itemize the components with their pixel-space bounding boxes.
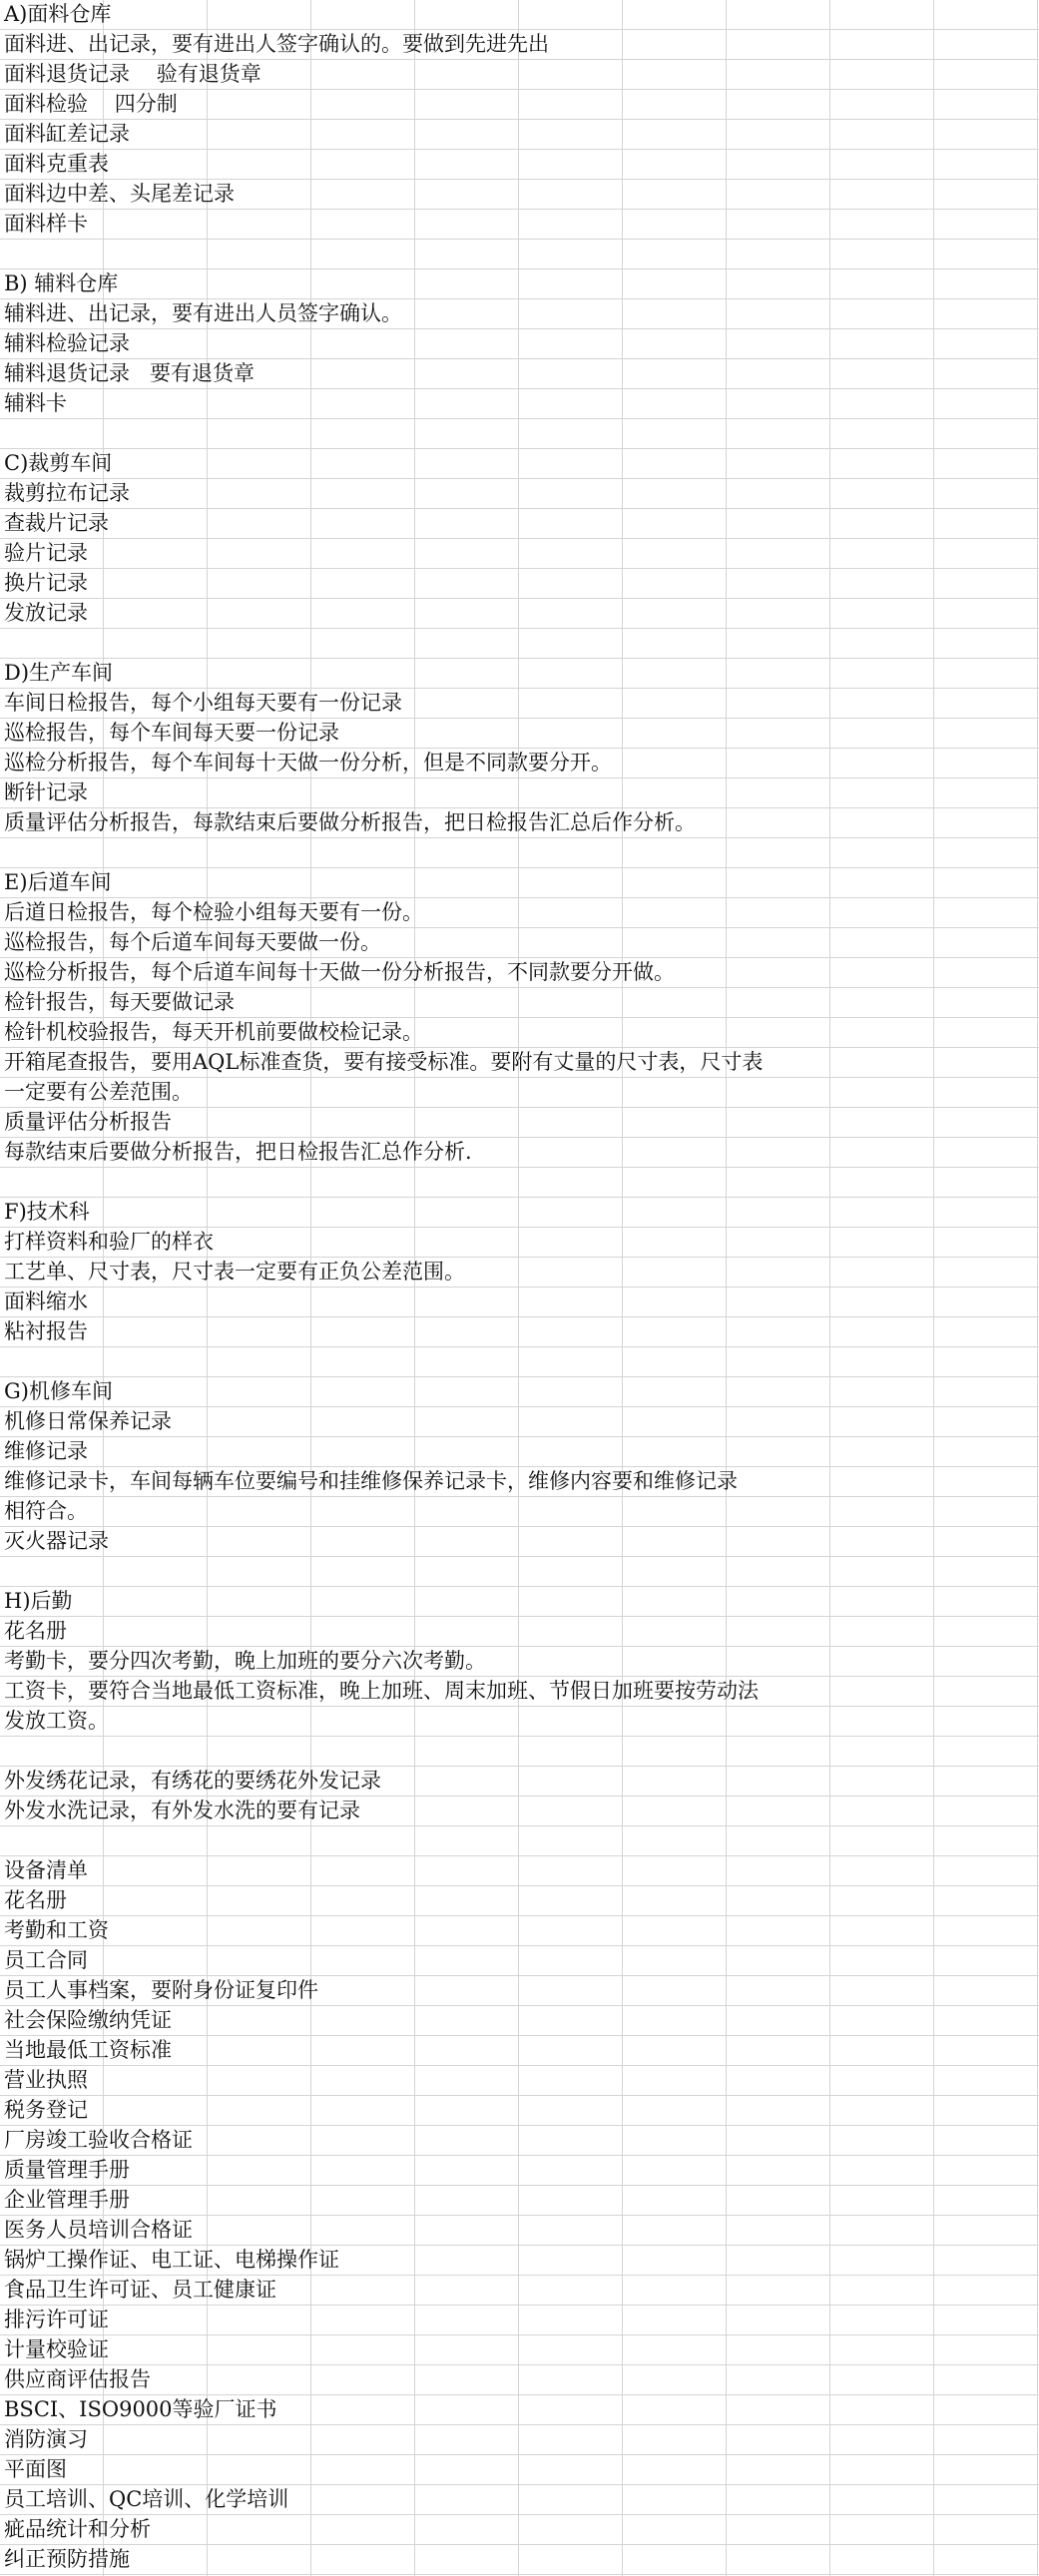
sheet-row[interactable] xyxy=(0,569,1039,599)
cell-text: 断针记录 xyxy=(4,780,88,804)
cell-text: 疵品统计和分析 xyxy=(4,2517,151,2541)
sheet-row[interactable] xyxy=(0,449,1039,479)
sheet-row[interactable] xyxy=(0,1647,1039,1677)
sheet-row[interactable] xyxy=(0,1048,1039,1078)
cell-text: 后道日检报告，每个检验小组每天要有一份。 xyxy=(4,900,423,924)
cell-text: 巡检报告，每个后道车间每天要做一份。 xyxy=(4,930,381,954)
cell-text: 维修记录卡，车间每辆车位要编号和挂维修保养记录卡，维修内容要和维修记录 xyxy=(4,1469,738,1493)
cell-text: 面料边中差、头尾差记录 xyxy=(4,182,235,206)
cell-text: 纠正预防措施 xyxy=(4,2547,130,2571)
sheet-row[interactable] xyxy=(0,898,1039,928)
sheet-row[interactable] xyxy=(0,2216,1039,2246)
sheet-row[interactable] xyxy=(0,1497,1039,1527)
cell-text: 消防演习 xyxy=(4,2427,88,2451)
cell-text: BSCI、ISO9000等验厂证书 xyxy=(4,2397,277,2421)
cell-text: C)裁剪车间 xyxy=(4,451,113,475)
sheet-row[interactable] xyxy=(0,1437,1039,1467)
cell-text: 面料缸差记录 xyxy=(4,122,130,146)
cell-text: E)后道车间 xyxy=(4,870,112,894)
sheet-row[interactable] xyxy=(0,120,1039,150)
cell-text: 灭火器记录 xyxy=(4,1529,109,1553)
cell-text: 排污许可证 xyxy=(4,2308,109,2331)
sheet-row[interactable] xyxy=(0,1677,1039,1707)
sheet-row[interactable] xyxy=(0,1797,1039,1826)
cell-text: 打样资料和验厂的样衣 xyxy=(4,1230,214,1254)
cell-text: 车间日检报告，每个小组每天要有一份记录 xyxy=(4,691,402,715)
cell-text: 考勤卡，要分四次考勤，晚上加班的要分六次考勤。 xyxy=(4,1649,486,1673)
cell-text: 考勤和工资 xyxy=(4,1918,109,1942)
sheet-row[interactable] xyxy=(0,1288,1039,1317)
cell-text: 计量校验证 xyxy=(4,2337,109,2361)
sheet-row[interactable] xyxy=(0,2066,1039,2096)
sheet-row[interactable] xyxy=(0,509,1039,539)
sheet-row[interactable] xyxy=(0,659,1039,689)
sheet-row[interactable] xyxy=(0,2485,1039,2515)
sheet-row[interactable] xyxy=(0,1976,1039,2006)
cell-text: 员工合同 xyxy=(4,1948,88,1972)
sheet-row[interactable] xyxy=(0,1856,1039,1886)
cell-text: 面料进、出记录，要有进出人签字确认的。要做到先进先出 xyxy=(4,32,549,56)
sheet-row[interactable] xyxy=(0,719,1039,749)
cell-text: 面料缩水 xyxy=(4,1289,88,1313)
cell-text: 员工培训、QC培训、化学培训 xyxy=(4,2487,289,2511)
sheet-row[interactable] xyxy=(0,269,1039,299)
cell-text: 花名册 xyxy=(4,1619,67,1643)
cell-text: 换片记录 xyxy=(4,571,88,595)
sheet-row[interactable] xyxy=(0,629,1039,659)
sheet-row[interactable] xyxy=(0,240,1039,269)
sheet-row[interactable] xyxy=(0,90,1039,120)
cell-text: 面料克重表 xyxy=(4,152,109,176)
sheet-row[interactable] xyxy=(0,2335,1039,2365)
cell-text: 平面图 xyxy=(4,2457,67,2481)
sheet-row[interactable] xyxy=(0,1198,1039,1228)
sheet-row[interactable] xyxy=(0,329,1039,359)
cell-text: 巡检分析报告，每个后道车间每十天做一份分析报告，不同款要分开做。 xyxy=(4,960,675,984)
cell-text: 巡检分析报告，每个车间每十天做一份分析，但是不同款要分开。 xyxy=(4,751,612,774)
sheet-row[interactable] xyxy=(0,389,1039,419)
cell-text: 厂房竣工验收合格证 xyxy=(4,2128,193,2152)
sheet-row[interactable] xyxy=(0,1108,1039,1138)
sheet-row[interactable] xyxy=(0,1886,1039,1916)
sheet-row[interactable] xyxy=(0,1228,1039,1258)
sheet-row[interactable] xyxy=(0,868,1039,898)
cell-text: 工资卡，要符合当地最低工资标准，晚上加班、周末加班、节假日加班要按劳动法 xyxy=(4,1679,759,1703)
cell-text: 巡检报告，每个车间每天要一份记录 xyxy=(4,721,339,745)
sheet-row[interactable] xyxy=(0,1767,1039,1797)
sheet-row[interactable] xyxy=(0,2186,1039,2216)
sheet-row[interactable] xyxy=(0,1737,1039,1767)
sheet-row[interactable] xyxy=(0,60,1039,90)
cell-text: 外发绣花记录，有绣花的要绣花外发记录 xyxy=(4,1769,381,1793)
sheet-row[interactable] xyxy=(0,599,1039,629)
cell-text: 锅炉工操作证、电工证、电梯操作证 xyxy=(4,2248,339,2272)
cell-text: 企业管理手册 xyxy=(4,2188,130,2212)
sheet-row[interactable] xyxy=(0,2096,1039,2126)
sheet-row[interactable] xyxy=(0,2365,1039,2395)
sheet-row[interactable] xyxy=(0,1557,1039,1587)
sheet-row[interactable] xyxy=(0,808,1039,838)
sheet-row[interactable] xyxy=(0,749,1039,778)
cell-text: 查裁片记录 xyxy=(4,511,109,535)
sheet-row[interactable] xyxy=(0,2515,1039,2545)
sheet-row[interactable] xyxy=(0,2036,1039,2066)
cell-text: 设备清单 xyxy=(4,1858,88,1882)
cell-text: 裁剪拉布记录 xyxy=(4,481,130,505)
sheet-row[interactable] xyxy=(0,1946,1039,1976)
cell-text: 相符合。 xyxy=(4,1499,88,1523)
sheet-row[interactable] xyxy=(0,539,1039,569)
cell-text: G)机修车间 xyxy=(4,1379,113,1403)
sheet-row[interactable] xyxy=(0,2276,1039,2306)
sheet-row[interactable] xyxy=(0,1168,1039,1198)
sheet-row[interactable] xyxy=(0,1317,1039,1347)
sheet-row[interactable] xyxy=(0,1467,1039,1497)
sheet-row[interactable] xyxy=(0,1527,1039,1557)
sheet-row[interactable] xyxy=(0,1258,1039,1288)
cell-text: 辅料退货记录 要有退货章 xyxy=(4,361,256,385)
cell-text: 质量评估分析报告，每款结束后要做分析报告，把日检报告汇总后作分析。 xyxy=(4,810,696,834)
sheet-row[interactable] xyxy=(0,1407,1039,1437)
sheet-row[interactable] xyxy=(0,359,1039,389)
cell-text: 外发水洗记录，有外发水洗的要有记录 xyxy=(4,1799,360,1822)
sheet-row[interactable] xyxy=(0,0,1039,30)
cell-text: 质量评估分析报告 xyxy=(4,1110,172,1134)
sheet-row[interactable] xyxy=(0,2455,1039,2485)
cell-text: H)后勤 xyxy=(4,1589,73,1613)
cell-text: 辅料卡 xyxy=(4,391,67,415)
sheet-row[interactable] xyxy=(0,2395,1039,2425)
cell-text: 每款结束后要做分析报告，把日检报告汇总作分析. xyxy=(4,1140,472,1164)
sheet-row[interactable] xyxy=(0,2126,1039,2156)
cell-text: B) 辅料仓库 xyxy=(4,271,119,295)
sheet-row[interactable] xyxy=(0,299,1039,329)
cell-text: 面料退货记录 验有退货章 xyxy=(4,62,261,86)
cell-text: 一定要有公差范围。 xyxy=(4,1080,193,1104)
cell-text: 质量管理手册 xyxy=(4,2158,130,2182)
sheet-row[interactable] xyxy=(0,210,1039,240)
cell-text: 粘衬报告 xyxy=(4,1319,88,1343)
sheet-row[interactable] xyxy=(0,928,1039,958)
sheet-row[interactable] xyxy=(0,1377,1039,1407)
cell-text: 辅料进、出记录，要有进出人员签字确认。 xyxy=(4,301,402,325)
sheet-row[interactable] xyxy=(0,1707,1039,1737)
cell-text: 工艺单、尺寸表，尺寸表一定要有正负公差范围。 xyxy=(4,1260,465,1284)
cell-text: 供应商评估报告 xyxy=(4,2367,151,2391)
cell-text: 员工人事档案，要附身份证复印件 xyxy=(4,1978,318,2002)
sheet-row[interactable] xyxy=(0,2006,1039,2036)
cell-text: D)生产车间 xyxy=(4,661,114,685)
sheet-row[interactable] xyxy=(0,2156,1039,2186)
cell-text: 面料检验 四分制 xyxy=(4,92,178,116)
cell-text: A)面料仓库 xyxy=(4,2,112,26)
cell-text: F)技术科 xyxy=(4,1200,90,1224)
sheet-row[interactable] xyxy=(0,479,1039,509)
cell-text: 辅料检验记录 xyxy=(4,331,130,355)
cell-text: 税务登记 xyxy=(4,2098,88,2122)
cell-text: 机修日常保养记录 xyxy=(4,1409,172,1433)
sheet-row[interactable] xyxy=(0,150,1039,180)
cell-text: 发放工资。 xyxy=(4,1709,109,1733)
cell-text: 营业执照 xyxy=(4,2068,88,2092)
sheet-row[interactable] xyxy=(0,180,1039,210)
cell-text: 检针机校验报告，每天开机前要做校检记录。 xyxy=(4,1020,423,1044)
sheet-row[interactable] xyxy=(0,419,1039,449)
cell-text: 当地最低工资标准 xyxy=(4,2038,172,2062)
sheet-row[interactable] xyxy=(0,689,1039,719)
sheet-row[interactable] xyxy=(0,988,1039,1018)
cell-text: 维修记录 xyxy=(4,1439,88,1463)
sheet-row[interactable] xyxy=(0,778,1039,808)
sheet-row[interactable] xyxy=(0,1078,1039,1108)
sheet-row[interactable] xyxy=(0,1587,1039,1617)
cell-text: 食品卫生许可证、员工健康证 xyxy=(4,2278,276,2302)
cell-text: 医务人员培训合格证 xyxy=(4,2218,193,2242)
sheet-row[interactable] xyxy=(0,2306,1039,2335)
sheet-row[interactable] xyxy=(0,2425,1039,2455)
sheet-row[interactable] xyxy=(0,30,1039,60)
sheet-row[interactable] xyxy=(0,1018,1039,1048)
sheet-row[interactable] xyxy=(0,1617,1039,1647)
cell-text: 花名册 xyxy=(4,1888,67,1912)
sheet-row[interactable] xyxy=(0,838,1039,868)
cell-text: 发放记录 xyxy=(4,601,88,625)
cell-text: 验片记录 xyxy=(4,541,88,565)
sheet-row[interactable] xyxy=(0,1826,1039,1856)
cell-text: 开箱尾查报告，要用AQL标准查货，要有接受标准。要附有丈量的尺寸表，尺寸表 xyxy=(4,1050,764,1074)
cell-text: 社会保险缴纳凭证 xyxy=(4,2008,172,2032)
sheet-row[interactable] xyxy=(0,2545,1039,2575)
sheet-row[interactable] xyxy=(0,958,1039,988)
sheet-row[interactable] xyxy=(0,1347,1039,1377)
sheet-row[interactable] xyxy=(0,1138,1039,1168)
sheet-row[interactable] xyxy=(0,2246,1039,2276)
cell-text: 检针报告，每天要做记录 xyxy=(4,990,235,1014)
cell-text: 面料样卡 xyxy=(4,212,88,236)
sheet-row[interactable] xyxy=(0,1916,1039,1946)
